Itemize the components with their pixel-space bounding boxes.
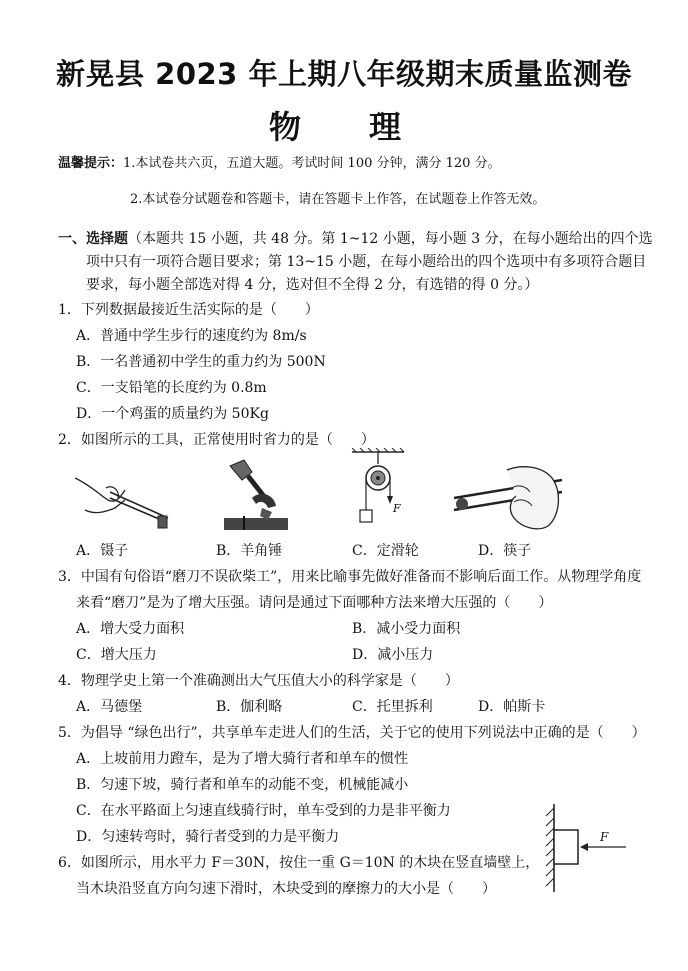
q3-option-d: D．减小压力 (352, 647, 434, 663)
q5-option-a: A．上坡前用力蹬车，是为了增大骑行者和单车的惯性 (76, 751, 409, 767)
section-desc-3: 要求，每小题全部选对得 4 分，选对但不全得 2 分，有选错的得 0 分。） (86, 277, 539, 293)
section-title: 一、选择题 (58, 231, 128, 247)
q3-option-b: B．减小受力面积 (352, 621, 461, 637)
q5-option-d: D．匀速转弯时，骑行者受到的力是平衡力 (76, 829, 340, 845)
q4-option-b: B．伽利略 (216, 699, 283, 715)
q6-stem-2: 当木块沿竖直方向匀速下滑时，木块受到的摩擦力的大小是（ ） (76, 881, 496, 897)
subject-title: 物 理 (268, 108, 419, 146)
q4-option-d: D．帕斯卡 (478, 699, 546, 715)
q5-option-c: C．在水平路面上匀速直线骑行时，单车受到的力是非平衡力 (76, 803, 451, 819)
q4-stem: 4．物理学史上第一个准确测出大气压值大小的科学家是（ ） (58, 673, 459, 689)
q1-option-c: C．一支铅笔的长度约为 0.8m (76, 380, 267, 396)
q3-option-c: C．增大压力 (76, 647, 157, 663)
section-desc-2: 项中只有一项符合题目要求；第 13~15 小题，在每小题给出的四个选项中有多项符合题目 (86, 254, 647, 270)
wall-block-figure (540, 800, 632, 895)
q1-option-a: A．普通中学生步行的速度约为 8m/s (76, 328, 307, 344)
exam-title: 新晃县 2023 年上期八年级期末质量监测卷 (56, 57, 632, 91)
section-heading (58, 229, 653, 249)
q6-stem-1: 6．如图所示，用水平力 F＝30N，按住一重 G＝10N 的木块在竖直墙壁上， (58, 855, 540, 871)
q2-option-d: D．筷子 (478, 543, 532, 559)
notice-text-1: 1.本试卷共六页，五道大题。考试时间 100 分钟，满分 120 分。 (123, 156, 501, 171)
chopsticks-image (452, 458, 567, 533)
q2-option-b: B．羊角锤 (216, 543, 283, 559)
section-desc-1: （本题共 15 小题，共 48 分。第 1~12 小题，每小题 3 分，在每小题给出的四个选 (128, 231, 653, 247)
tweezers-image (70, 460, 180, 535)
notice-line-1 (58, 154, 501, 174)
q5-stem: 5．为倡导 “绿色出行”，共享单车走进人们的生活，关于它的使用下列说法中正确的是（ ） (58, 725, 646, 741)
claw-hammer-image (222, 458, 292, 533)
q3-stem-2: 来看“磨刀”是为了增大压强。请问是通过下面哪种方法来增大压强的（ ） (76, 595, 553, 611)
q4-option-c: C．托里拆利 (352, 699, 433, 715)
notice-text-2: 2.本试卷分试题卷和答题卡，请在答题卡上作答，在试题卷上作答无效。 (130, 192, 546, 207)
q1-option-d: D．一个鸡蛋的质量约为 50Kg (76, 406, 269, 422)
q3-stem-1: 3．中国有句俗语“磨刀不误砍柴工”，用来比喻事先做好准备而不影响后面工作。从物理学角度 (58, 569, 642, 585)
notice-label: 温馨提示： (58, 156, 124, 171)
q2-option-c: C．定滑轮 (352, 543, 419, 559)
q3-option-a: A．增大受力面积 (76, 621, 185, 637)
pulley-force-label: F (393, 502, 401, 515)
q4-option-a: A．马德堡 (76, 699, 143, 715)
fixed-pulley-image (350, 448, 410, 533)
q5-option-b: B．匀速下坡，骑行者和单车的动能不变，机械能减小 (76, 777, 409, 793)
q1-option-b: B．一名普通初中学生的重力约为 500N (76, 354, 326, 370)
q2-stem: 2．如图所示的工具，正常使用时省力的是（ ） (58, 432, 375, 448)
q1-stem: 1．下列数据最接近生活实际的是（ ） (58, 302, 319, 318)
wall-force-label: F (600, 830, 609, 844)
q2-option-a: A．镊子 (76, 543, 129, 559)
